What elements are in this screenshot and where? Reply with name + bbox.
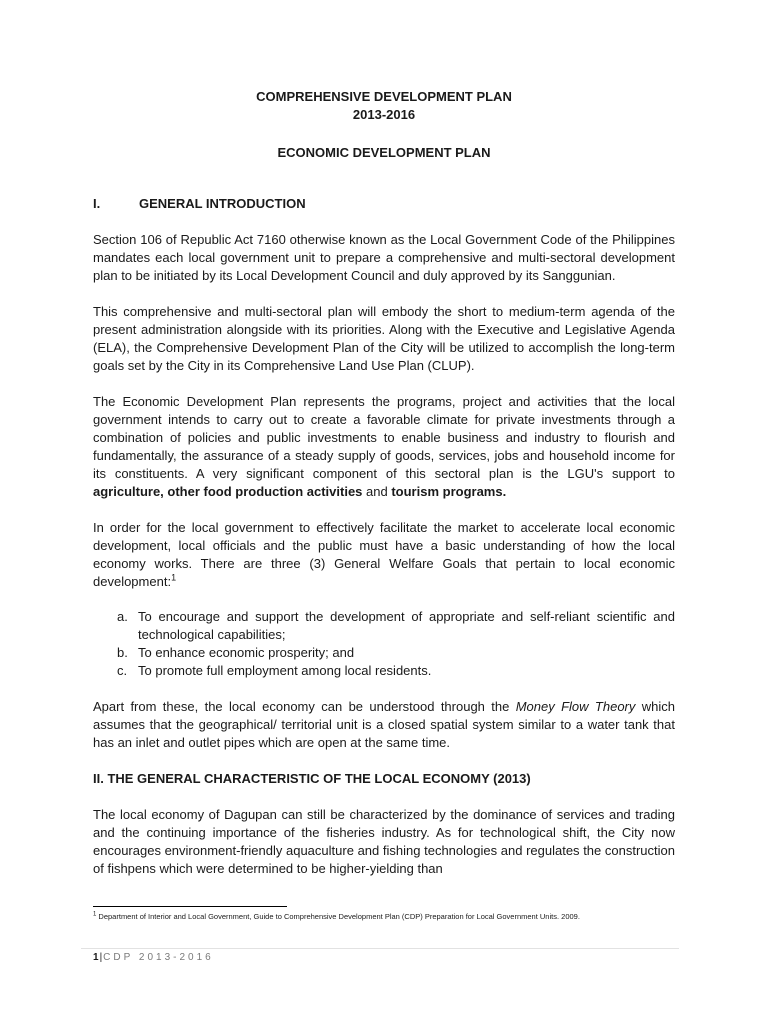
list-item-text: To encourage and support the development of appropriate and self-reliant scientific and technological capabilities; (138, 609, 675, 642)
list-item (117, 608, 675, 644)
list-item (117, 644, 675, 662)
footnote-marker: 1 (93, 911, 97, 918)
list-item-text: To enhance economic prosperity; and (138, 645, 355, 660)
page-body (93, 88, 675, 878)
paragraph-intro-1: Section 106 of Republic Act 7160 otherwise known as the Local Government Code of the Philippines mandates each local government unit to prepare a comprehensive and multi-sectoral development plan to be initiated by its Local Development Council and duly approved by its Sanggunian. (93, 232, 675, 283)
list-item (117, 662, 675, 680)
section-1-number: I. (93, 196, 101, 211)
footnote-divider (93, 906, 287, 907)
list-marker: a. (117, 609, 128, 624)
paragraph-intro-3-text: The Economic Development Plan represents the programs, project and activities that the local government intends to carry out to create a favorable climate for private investments through a combination of policies and public investments to enable business and industry to flourish and fundamentally, the assurance of a steady supply of goods, services, jobs and household income for its constituents. A very significant component of this sectoral plan is the LGU's support to (93, 394, 675, 481)
paragraph-intro-5-text: Apart from these, the local economy can be understood through the (93, 699, 516, 714)
section-2-title: II. THE GENERAL CHARACTERISTIC OF THE LOCAL ECONOMY (2013) (93, 771, 531, 786)
footnote (93, 912, 693, 922)
paragraph-economy-1: The local economy of Dagupan can still be characterized by the dominance of services and trading and the continuing importance of the fisheries industry. As for technological shift, the City now encourages environment-friendly aquaculture and fishing technologies and regulates the construction of fishpens which were determined to be higher-yielding than (93, 807, 675, 876)
emphasis-tourism: tourism programs. (391, 484, 507, 499)
footnote-reference[interactable]: 1 (171, 572, 177, 583)
page-number: 1 (93, 952, 99, 963)
paragraph-intro-3 (93, 393, 675, 501)
document-title: COMPREHENSIVE DEVELOPMENT PLAN (256, 89, 512, 104)
list-item-text: To promote full employment among local residents. (138, 663, 432, 678)
paragraph-intro-5 (93, 698, 675, 752)
paragraph-intro-3-and: and (362, 484, 392, 499)
paragraph-intro-4 (93, 519, 675, 591)
footer-separator: | (99, 952, 103, 963)
document-years: 2013-2016 (352, 107, 416, 122)
paragraph-intro-4-text: In order for the local government to effectively facilitate the market to accelerate local economic development, local officials and the public must have a basic understanding of how the local economy works. There are three (3) General Welfare Goals that pertain to local economic development: (93, 520, 675, 589)
section-2-heading (93, 770, 675, 788)
document-subtitle: ECONOMIC DEVELOPMENT PLAN (277, 145, 491, 160)
footer-divider (81, 948, 679, 949)
page-footer (93, 952, 214, 964)
section-1-title: GENERAL INTRODUCTION (139, 196, 306, 211)
footer-document-name: CDP 2013-2016 (103, 952, 214, 963)
paragraph-intro-5-rest: which assumes that the geographical/ territorial unit is a closed spatial system similar to a water tank that has an inlet and outlet pipes which are open at the same time. (93, 699, 675, 750)
list-marker: b. (117, 645, 128, 660)
welfare-goals-list (93, 608, 675, 680)
emphasis-agriculture: agriculture, other food production activities (93, 484, 363, 499)
footnote-text: Department of Interior and Local Government, Guide to Comprehensive Development Plan (CDP) Preparation for Local Government Units. 2009. (96, 912, 580, 921)
paragraph-intro-2: This comprehensive and multi-sectoral plan will embody the short to medium-term agenda of the present administration alongside with its priorities. Along with the Executive and Legislative Agenda (ELA), the Comprehensive Development Plan of the City will be utilized to accomplish the long-term goals set by the City in its Comprehensive Land Use Plan (CLUP). (93, 304, 675, 373)
section-1-heading (93, 195, 675, 213)
money-flow-theory-term: Money Flow Theory (515, 699, 636, 714)
list-marker: c. (117, 663, 128, 678)
